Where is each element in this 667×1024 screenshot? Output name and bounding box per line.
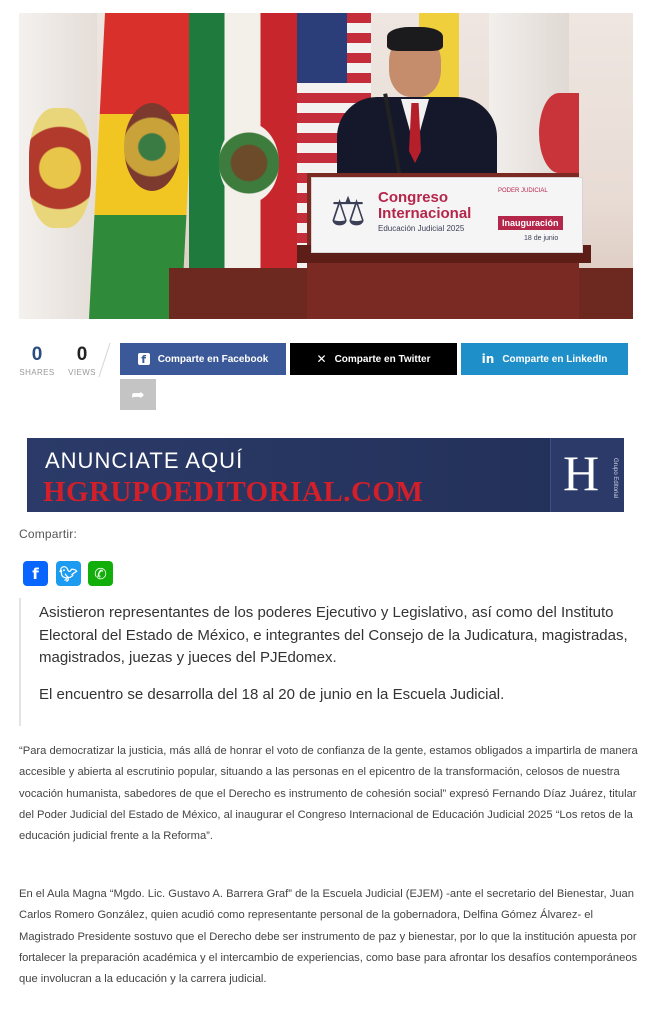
podium-placard (311, 177, 583, 253)
share-arrow-icon: ➦ (131, 386, 145, 404)
divider (98, 343, 110, 378)
placard-tag: Inauguración (498, 216, 563, 230)
ad-banner[interactable] (27, 438, 624, 512)
views-count: 0 (76, 344, 88, 365)
facebook-icon: f (138, 353, 150, 365)
ad-logo (550, 438, 624, 512)
quote-paragraph: Asistieron representantes de los poderes Ejecutivo y Legislativo, así como del Instituto Electoral del Estado de México, e integrantes del Consejo de la Judicatura, magistradas, magistrados, juezas y jueces del PJEdomex. (39, 604, 628, 666)
side-table-right (579, 268, 633, 319)
shares-counter (18, 345, 56, 377)
share-linkedin-button[interactable] (461, 343, 628, 375)
share-twitter-label: Comparte en Twitter (334, 353, 431, 365)
x-icon: ✕ (316, 352, 327, 366)
shares-label: SHARES (19, 368, 55, 377)
mexico-emblem (219, 123, 279, 203)
twitter-share-icon[interactable]: 🐦︎ (56, 561, 81, 586)
share-facebook-button[interactable] (120, 343, 286, 375)
ad-headline: ANUNCIATE AQUÍ (45, 448, 244, 473)
share-facebook-label: Comparte en Facebook (157, 353, 269, 365)
share-linkedin-label: Comparte en LinkedIn (502, 353, 608, 365)
speaker-hair (387, 27, 443, 51)
ad-logo-subtitle: Grupo Editorial (612, 458, 618, 499)
share-twitter-button[interactable] (290, 343, 457, 375)
linkedin-icon: in (481, 352, 495, 366)
article-blockquote (19, 598, 639, 726)
side-table (169, 268, 319, 319)
ad-url: HGRUPOEDITORIAL.COM (43, 476, 424, 508)
views-counter (64, 345, 100, 377)
shares-count: 0 (31, 344, 43, 365)
quote-paragraph: El encuentro se desarrolla del 18 al 20 de junio en la Escuela Judicial. (39, 685, 505, 703)
ad-logo-letter: H (563, 445, 600, 501)
share-heading: Compartir: (19, 527, 78, 541)
whatsapp-share-icon[interactable]: ✆ (88, 561, 113, 586)
more-share-button[interactable] (120, 379, 156, 410)
flag-red-emblem (539, 93, 579, 173)
placard-title: Congreso Internacional (378, 189, 472, 222)
hero-photo (19, 13, 633, 319)
placard-subtitle: Educación Judicial 2025 (378, 224, 465, 233)
placard-date: 18 de junio (524, 235, 559, 242)
scales-of-justice-icon: ⚖ (330, 189, 366, 235)
facebook-share-icon[interactable]: f (23, 561, 48, 586)
placard-logo: PODER JUDICIAL (498, 188, 548, 194)
article-paragraph: “Para democratizar la justicia, más allá de honrar el voto de confianza de la gente, estamos obligados a impartirla de manera accesible y abierta al escrutinio popular, situando a las personas en el epicentro de la transformación, celosos de nuestra vocación humanista, sabedores de que el Derecho es instrumento de cohesión social” expresó Fernando Díaz Juárez, titular del Poder Judicial del Estado de México, al inaugurar el Congreso Internacional de Educación Judicial 2025 “Los retos de la educación judicial frente a la Reforma”. (19, 745, 638, 843)
views-label: VIEWS (68, 368, 96, 377)
bolivia-emblem (124, 103, 180, 191)
article-paragraph: En el Aula Magna “Mgdo. Lic. Gustavo A. Barrera Graf” de la Escuela Judicial (EJEM) -ante el secretario del Bienestar, Juan Carlos Romero González, quien acudió como representante personal de la gobernadora, Delfina Gómez Álvarez- el Magistrado Presidente sostuvo que el Derecho debe ser instrumento de paz y bienestar, por lo que la institución apuesta por fortalecer la preparación académica y el intercambio de experiencias, como base para afrontar los desafíos contemporáneos que involucran a la educación y la carrera judicial. (19, 888, 638, 986)
state-emblem (29, 108, 91, 228)
